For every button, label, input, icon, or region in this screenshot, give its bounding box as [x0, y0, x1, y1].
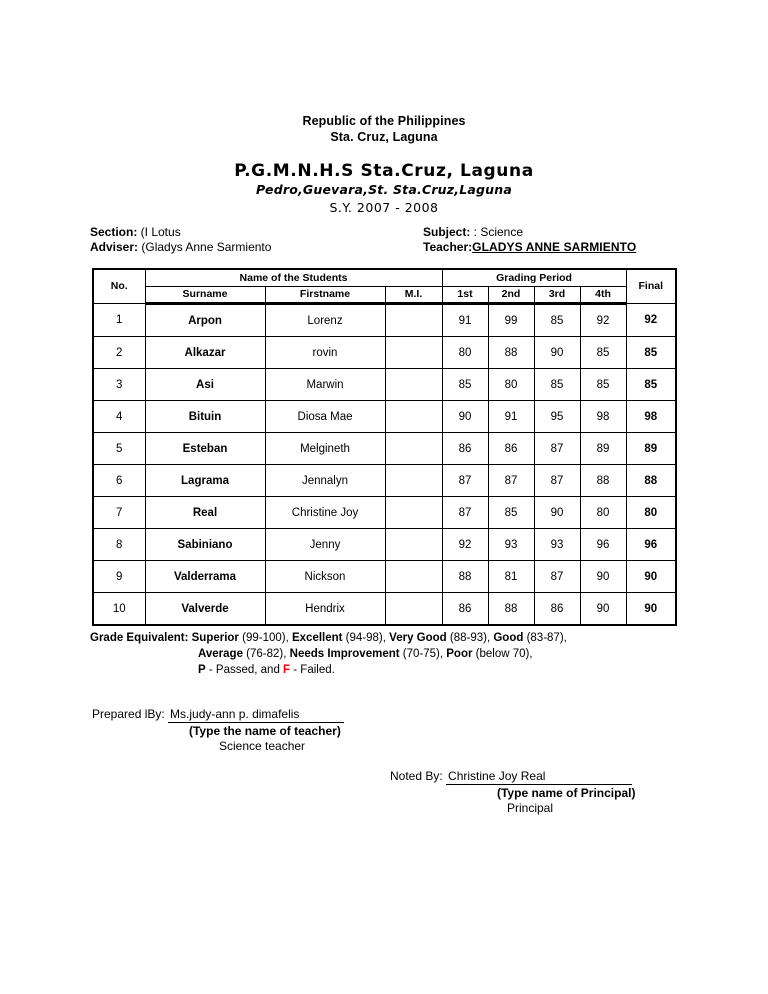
- school-address: Pedro,Guevara,St. Sta.Cruz,Laguna: [255, 182, 512, 197]
- legend-range: (below 70),: [472, 648, 533, 660]
- cell-g2: 88: [488, 593, 534, 626]
- cell-mi: [385, 304, 442, 337]
- legend-range: (88-93),: [446, 632, 494, 644]
- cell-g3: 87: [534, 561, 580, 593]
- table-row: [93, 529, 676, 561]
- cell-g4: 98: [580, 401, 626, 433]
- cell-g4: 90: [580, 593, 626, 626]
- cell-firstname: Jennalyn: [265, 465, 385, 497]
- cell-g3: 90: [534, 497, 580, 529]
- cell-no: 9: [93, 561, 145, 593]
- legend-line-2: [90, 646, 690, 662]
- cell-mi: [385, 433, 442, 465]
- teacher-field: [423, 240, 636, 254]
- adviser-label: Adviser:: [90, 240, 142, 254]
- cell-no: 7: [93, 497, 145, 529]
- cell-g1: 87: [442, 465, 488, 497]
- cell-no: 10: [93, 593, 145, 626]
- legend-term: Needs Improvement: [289, 648, 400, 660]
- grades-table-body: [93, 304, 676, 626]
- table-row: [93, 401, 676, 433]
- cell-no: 3: [93, 369, 145, 401]
- cell-final: 98: [626, 401, 676, 433]
- col-header-grading-4th: 4th: [580, 287, 626, 304]
- cell-g1: 90: [442, 401, 488, 433]
- noted-by-name: Christine Joy Real: [446, 769, 632, 785]
- cell-final: 85: [626, 337, 676, 369]
- legend-range: (94-98),: [342, 632, 390, 644]
- cell-mi: [385, 401, 442, 433]
- legend-line-1: [90, 630, 690, 646]
- cell-mi: [385, 529, 442, 561]
- cell-g4: 85: [580, 337, 626, 369]
- col-header-grading-1st: 1st: [442, 287, 488, 304]
- cell-g2: 86: [488, 433, 534, 465]
- cell-surname: Esteban: [145, 433, 265, 465]
- section-field: [90, 225, 181, 239]
- table-row: [93, 497, 676, 529]
- cell-g1: 85: [442, 369, 488, 401]
- table-row: [93, 304, 676, 337]
- col-header-grading-3rd: 3rd: [534, 287, 580, 304]
- cell-firstname: Hendrix: [265, 593, 385, 626]
- cell-g1: 86: [442, 433, 488, 465]
- cell-mi: [385, 561, 442, 593]
- school-name: P.G.M.N.H.S Sta.Cruz, Laguna: [234, 161, 534, 181]
- legend-term: Excellent: [291, 632, 343, 644]
- col-header-no: No.: [93, 269, 145, 304]
- noted-by-role: Principal: [507, 801, 554, 815]
- cell-no: 6: [93, 465, 145, 497]
- cell-g3: 93: [534, 529, 580, 561]
- cell-surname: Alkazar: [145, 337, 265, 369]
- cell-g2: 87: [488, 465, 534, 497]
- col-header-firstname: Firstname: [265, 287, 385, 304]
- cell-final: 88: [626, 465, 676, 497]
- cell-firstname: Marwin: [265, 369, 385, 401]
- table-row: [93, 433, 676, 465]
- legend-range: (83-87),: [523, 632, 567, 644]
- cell-no: 2: [93, 337, 145, 369]
- cell-final: 90: [626, 593, 676, 626]
- cell-mi: [385, 369, 442, 401]
- cell-g2: 91: [488, 401, 534, 433]
- col-header-name-group: Name of the Students: [145, 269, 442, 287]
- cell-final: 92: [626, 304, 676, 337]
- adviser-value: (Gladys Anne Sarmiento: [141, 240, 272, 254]
- cell-g3: 87: [534, 465, 580, 497]
- prepared-by-caption: (Type the name of teacher): [189, 724, 341, 738]
- cell-final: 80: [626, 497, 676, 529]
- cell-g3: 95: [534, 401, 580, 433]
- adviser-field: [90, 240, 271, 254]
- prepared-by-label: Prepared lBy:: [92, 707, 165, 721]
- legend-title: Grade Equivalent:: [90, 632, 189, 644]
- prepared-by-name: Ms.judy-ann p. dimafelis: [168, 707, 344, 723]
- header-republic: Republic of the Philippines: [302, 114, 466, 128]
- teacher-value: GLADYS ANNE SARMIENTO: [472, 240, 637, 254]
- cell-g2: 99: [488, 304, 534, 337]
- cell-firstname: Nickson: [265, 561, 385, 593]
- cell-firstname: Melgineth: [265, 433, 385, 465]
- table-row: [93, 337, 676, 369]
- cell-surname: Arpon: [145, 304, 265, 337]
- subject-value: : Science: [473, 225, 524, 239]
- cell-firstname: Jenny: [265, 529, 385, 561]
- col-header-surname: Surname: [145, 287, 265, 304]
- legend-pass-text: - Passed, and: [208, 664, 280, 676]
- legend-range: (70-75),: [399, 648, 447, 660]
- cell-g3: 86: [534, 593, 580, 626]
- cell-mi: [385, 337, 442, 369]
- cell-surname: Asi: [145, 369, 265, 401]
- cell-no: 1: [93, 304, 145, 337]
- cell-g3: 85: [534, 304, 580, 337]
- cell-g2: 85: [488, 497, 534, 529]
- col-header-grading-group: Grading Period: [442, 269, 626, 287]
- grade-equivalent-legend: [90, 630, 690, 678]
- cell-final: 96: [626, 529, 676, 561]
- cell-no: 5: [93, 433, 145, 465]
- legend-term: Poor: [446, 648, 473, 660]
- legend-line-2-terms: [198, 648, 533, 660]
- table-row: [93, 369, 676, 401]
- col-header-final: Final: [626, 269, 676, 304]
- cell-firstname: Lorenz: [265, 304, 385, 337]
- school-year: S.Y. 2007 - 2008: [329, 200, 439, 215]
- col-header-grading-2nd: 2nd: [488, 287, 534, 304]
- cell-g4: 96: [580, 529, 626, 561]
- teacher-label: Teacher:: [423, 240, 473, 254]
- cell-g4: 85: [580, 369, 626, 401]
- grades-table: [92, 268, 677, 626]
- cell-mi: [385, 497, 442, 529]
- cell-final: 90: [626, 561, 676, 593]
- legend-range: (99-100),: [238, 632, 292, 644]
- cell-g1: 87: [442, 497, 488, 529]
- cell-g2: 93: [488, 529, 534, 561]
- cell-g3: 90: [534, 337, 580, 369]
- cell-g1: 92: [442, 529, 488, 561]
- cell-mi: [385, 593, 442, 626]
- legend-term: Superior: [191, 632, 239, 644]
- legend-range: (76-82),: [242, 648, 290, 660]
- subject-label: Subject:: [423, 225, 474, 239]
- cell-no: 4: [93, 401, 145, 433]
- cell-no: 8: [93, 529, 145, 561]
- cell-g4: 88: [580, 465, 626, 497]
- cell-surname: Lagrama: [145, 465, 265, 497]
- section-value: (I Lotus: [140, 225, 181, 239]
- noted-by-block: [390, 769, 768, 815]
- noted-by-caption: (Type name of Principal): [497, 786, 636, 800]
- cell-final: 89: [626, 433, 676, 465]
- col-header-mi: M.I.: [385, 287, 442, 304]
- cell-g4: 80: [580, 497, 626, 529]
- cell-g3: 87: [534, 433, 580, 465]
- cell-g4: 90: [580, 561, 626, 593]
- cell-surname: Bituin: [145, 401, 265, 433]
- noted-by-line: [390, 769, 768, 785]
- cell-g1: 86: [442, 593, 488, 626]
- cell-g2: 80: [488, 369, 534, 401]
- cell-g2: 88: [488, 337, 534, 369]
- cell-g2: 81: [488, 561, 534, 593]
- cell-firstname: rovin: [265, 337, 385, 369]
- section-label: Section:: [90, 225, 141, 239]
- cell-surname: Sabiniano: [145, 529, 265, 561]
- legend-term: Average: [198, 648, 243, 660]
- cell-surname: Real: [145, 497, 265, 529]
- cell-surname: Valverde: [145, 593, 265, 626]
- legend-term: Good: [493, 632, 524, 644]
- legend-fail-text: - Failed.: [293, 664, 335, 676]
- table-row: [93, 465, 676, 497]
- cell-final: 85: [626, 369, 676, 401]
- cell-g1: 88: [442, 561, 488, 593]
- table-row: [93, 561, 676, 593]
- header-locality: Sta. Cruz, Laguna: [330, 130, 438, 144]
- legend-pass-code: P: [198, 664, 206, 676]
- cell-mi: [385, 465, 442, 497]
- cell-g4: 89: [580, 433, 626, 465]
- legend-fail-code: F: [283, 664, 291, 676]
- legend-term: Very Good: [389, 632, 447, 644]
- cell-g4: 92: [580, 304, 626, 337]
- cell-g3: 85: [534, 369, 580, 401]
- cell-g1: 80: [442, 337, 488, 369]
- legend-line-1-terms: [192, 632, 567, 644]
- prepared-by-block: [92, 707, 492, 753]
- cell-surname: Valderrama: [145, 561, 265, 593]
- cell-firstname: Christine Joy: [265, 497, 385, 529]
- prepared-by-role: Science teacher: [219, 739, 306, 753]
- subject-field: [423, 225, 523, 239]
- cell-g1: 91: [442, 304, 488, 337]
- prepared-by-line: [92, 707, 492, 723]
- table-row: [93, 593, 676, 626]
- cell-firstname: Diosa Mae: [265, 401, 385, 433]
- noted-by-label: Noted By:: [390, 769, 443, 783]
- legend-line-3: [90, 662, 690, 678]
